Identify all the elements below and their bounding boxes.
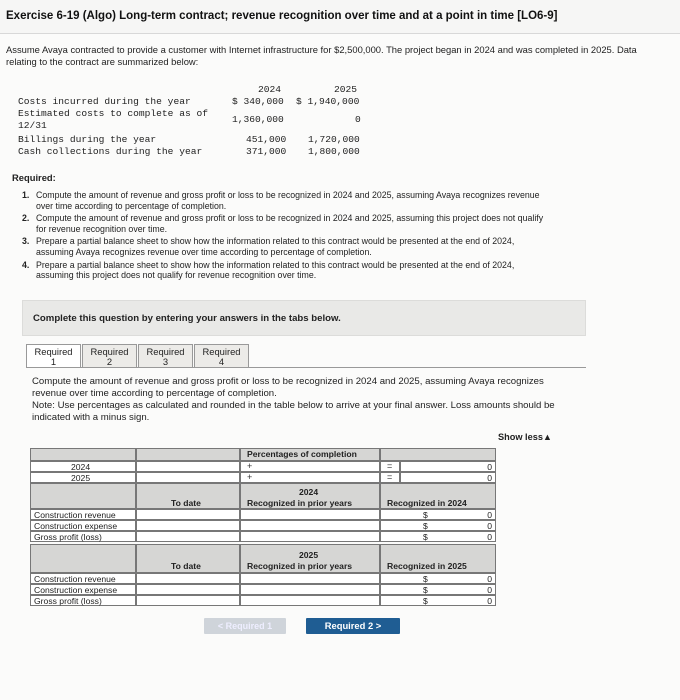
required-heading: Required: — [12, 172, 56, 183]
equals-icon: = — [387, 472, 393, 482]
requirement-text: Prepare a partial balance sheet to show how the information related to this contract would be presented at the end of 2024, assuming this project does not qualify for revenue recognition over time. — [36, 259, 515, 281]
prior-input[interactable] — [240, 520, 380, 531]
dollar-sign: $ — [423, 574, 428, 584]
row-label: Costs incurred during the year — [18, 96, 191, 107]
prior-years-label: Recognized in prior years — [247, 498, 353, 508]
instructions-main: Compute the amount of revenue and gross profit or loss to be recognized in 2024 and 2025, assuming Avaya recognizes revenue over time according to percentage of completion. — [32, 376, 544, 399]
requirement-item — [22, 190, 552, 211]
pct-year: 2025 — [71, 473, 91, 483]
requirement-text: Prepare a partial balance sheet to show how the information related to this contract would be presented at the end of 2024, assuming Avaya recognizes revenue over time according to percentage of completion. — [36, 236, 515, 257]
row-v2025: 0 — [355, 114, 361, 125]
pct-result: 0 — [487, 473, 492, 483]
equals-icon: = — [387, 461, 393, 471]
prev-required-button[interactable]: < Required 1 — [204, 618, 286, 634]
row-v2024: $ 340,000 — [232, 96, 284, 107]
pct-year-cell — [30, 461, 136, 472]
prior-input[interactable] — [240, 509, 380, 520]
row-label: Estimated costs to complete as of — [18, 108, 208, 119]
grid-header-blank — [380, 448, 496, 461]
row-label-cell — [30, 531, 136, 542]
section-2024-prior-header — [240, 483, 380, 509]
todate-input[interactable] — [136, 531, 240, 542]
section-2024-header-blank — [30, 483, 136, 509]
recognized-current-label: Recognized in 2024 — [387, 498, 467, 508]
section-2024-current-header — [380, 483, 496, 509]
tab-number: 1 — [50, 356, 57, 367]
pct-header: Percentages of completion — [247, 449, 357, 459]
exercise-title: Exercise 6-19 (Algo) Long-term contract; revenue recognition over time and at a point in time [LO6-9] — [6, 10, 558, 22]
row-label: 12/31 — [18, 120, 47, 131]
recognized-current-label: Recognized in 2025 — [387, 561, 467, 571]
row-label: Construction revenue — [34, 510, 116, 520]
equals-cell — [380, 461, 400, 472]
plus-icon: + — [247, 461, 253, 471]
tab-number: 2 — [106, 356, 113, 367]
dollar-sign: $ — [423, 532, 428, 542]
section-2025-header-blank — [30, 544, 136, 573]
current-value-cell — [380, 531, 496, 542]
requirement-item — [22, 236, 552, 257]
row-v2025: 1,720,000 — [308, 134, 360, 145]
section-year: 2025 — [299, 550, 319, 560]
todate-input[interactable] — [136, 584, 240, 595]
row-label-cell — [30, 584, 136, 595]
row-v2025: 1,800,000 — [308, 146, 360, 157]
current-value-cell — [380, 595, 496, 606]
grid-header-blank — [30, 448, 136, 461]
pct-numerator-input[interactable] — [136, 461, 240, 472]
equals-cell — [380, 472, 400, 483]
row-v2024: 1,360,000 — [232, 114, 284, 125]
current-value: 0 — [487, 521, 492, 531]
row-label: Gross profit (loss) — [34, 596, 102, 606]
row-v2024: 451,000 — [246, 134, 287, 145]
row-v2024: 371,000 — [246, 146, 287, 157]
row-label-cell — [30, 573, 136, 584]
pct-result: 0 — [487, 462, 492, 472]
current-value: 0 — [487, 532, 492, 542]
todate-input[interactable] — [136, 509, 240, 520]
current-value: 0 — [487, 574, 492, 584]
tab-underline — [26, 367, 586, 368]
grid-header-blank — [136, 448, 240, 461]
pct-denominator-input[interactable] — [240, 472, 380, 483]
col-2024: 2024 — [258, 84, 282, 95]
section-2025-prior-header — [240, 544, 380, 573]
section-year: 2024 — [299, 487, 319, 497]
current-value: 0 — [487, 596, 492, 606]
tab-label: Required — [146, 346, 185, 357]
row-v2025: $ 1,940,000 — [296, 96, 360, 107]
requirements-list — [22, 190, 552, 283]
pct-result-cell — [400, 472, 496, 483]
pct-header-cell — [240, 448, 380, 461]
show-less-link[interactable]: Show less▲ — [498, 432, 553, 442]
prior-years-label: Recognized in prior years — [247, 561, 353, 571]
tab-required-4[interactable] — [194, 344, 249, 368]
col-2025: 2025 — [334, 84, 358, 95]
row-label-cell — [30, 509, 136, 520]
row-label: Construction expense — [34, 585, 118, 595]
prior-input[interactable] — [240, 531, 380, 542]
tab-label: Required — [34, 346, 73, 357]
section-2024-todate-header — [136, 483, 240, 509]
next-required-button[interactable]: Required 2 > — [306, 618, 400, 634]
dollar-sign: $ — [423, 596, 428, 606]
dollar-sign: $ — [423, 521, 428, 531]
dollar-sign: $ — [423, 585, 428, 595]
instructions-note: Note: Use percentages as calculated and rounded in the table below to arrive at your final answer. Loss amounts should be indicated with a minus sign. — [32, 400, 555, 423]
pct-year-cell — [30, 472, 136, 483]
row-label: Gross profit (loss) — [34, 532, 102, 542]
requirement-number: 3. — [22, 236, 30, 247]
dollar-sign: $ — [423, 510, 428, 520]
pct-result-cell — [400, 461, 496, 472]
pct-year: 2024 — [71, 462, 91, 472]
to-date-label: To date — [171, 498, 201, 508]
requirement-item — [22, 260, 552, 281]
pct-numerator-input[interactable] — [136, 472, 240, 483]
current-value-cell — [380, 509, 496, 520]
tab-required-1[interactable] — [26, 344, 81, 368]
requirement-number: 2. — [22, 213, 30, 224]
intro-text: Assume Avaya contracted to provide a customer with Internet infrastructure for $2,500,000. The project began in 2024 and was completed in 2025. Data relating to the contract are summarized below: — [6, 44, 637, 67]
tab-label: Required — [202, 346, 241, 357]
row-label: Cash collections during the year — [18, 146, 203, 157]
todate-input[interactable] — [136, 595, 240, 606]
tab-required-3[interactable] — [138, 344, 193, 368]
tab-label: Required — [90, 346, 129, 357]
required-tabs — [26, 344, 250, 368]
question-instructions — [32, 376, 572, 424]
row-label: Billings during the year — [18, 134, 157, 145]
todate-input[interactable] — [136, 520, 240, 531]
row-label: Construction revenue — [34, 574, 116, 584]
row-label-cell — [30, 520, 136, 531]
prior-input[interactable] — [240, 595, 380, 606]
requirement-text: Compute the amount of revenue and gross profit or loss to be recognized in 2024 and 2025, assuming this project does not qualify for revenue recognition over time. — [36, 213, 544, 234]
pct-denominator-input[interactable] — [240, 461, 380, 472]
row-label-cell — [30, 595, 136, 606]
section-2025-todate-header — [136, 544, 240, 573]
current-value-cell — [380, 520, 496, 531]
prior-input[interactable] — [240, 573, 380, 584]
row-label: Construction expense — [34, 521, 118, 531]
plus-icon: + — [247, 472, 253, 482]
current-value: 0 — [487, 585, 492, 595]
requirement-item — [22, 213, 552, 234]
todate-input[interactable] — [136, 573, 240, 584]
tab-number: 4 — [218, 356, 225, 367]
prior-input[interactable] — [240, 584, 380, 595]
instructions-panel — [22, 300, 586, 336]
panel-text: Complete this question by entering your answers in the tabs below. — [33, 313, 341, 324]
requirement-text: Compute the amount of revenue and gross profit or loss to be recognized in 2024 and 2025, assuming Avaya recognizes revenue over time according to percentage of completion. — [36, 190, 540, 211]
current-value-cell — [380, 584, 496, 595]
section-2025-current-header — [380, 544, 496, 573]
to-date-label: To date — [171, 561, 201, 571]
current-value: 0 — [487, 510, 492, 520]
tab-required-2[interactable] — [82, 344, 137, 368]
current-value-cell — [380, 573, 496, 584]
requirement-number: 4. — [22, 259, 30, 270]
answer-grid — [30, 448, 496, 616]
tab-number: 3 — [162, 356, 169, 367]
requirement-number: 1. — [22, 190, 30, 200]
